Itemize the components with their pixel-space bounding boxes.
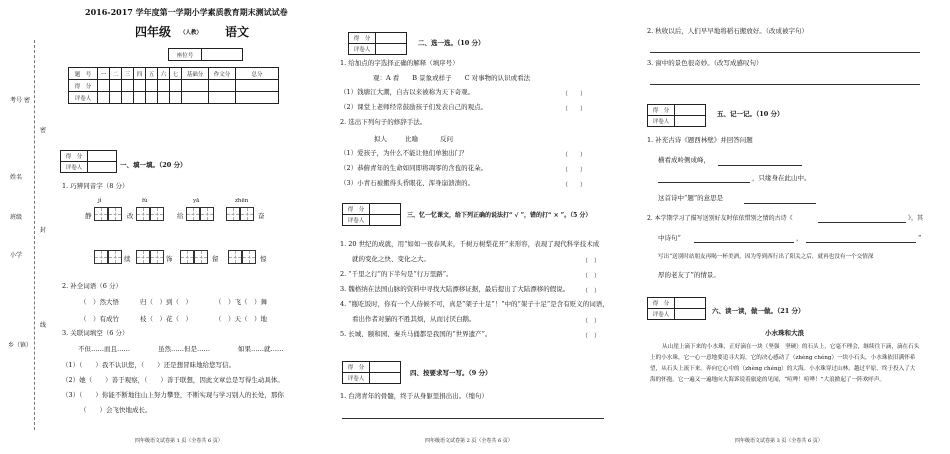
seal-char-1b: 密 [40,127,47,134]
s5-line-3: 这首诗中“题”的意思是 [658,194,724,202]
answer-paren[interactable]: （ ） [582,318,601,325]
grader-cell[interactable] [158,92,170,104]
passage-title: 小水珠和大浪 [765,329,804,337]
answer-line[interactable] [650,52,920,53]
pinyin-2: fú [142,198,148,204]
write-grid[interactable] [226,207,254,221]
grader-cell[interactable] [134,92,146,104]
seat-label: 座位号 [169,49,202,61]
binding-town-label: 乡（镇） [8,342,33,349]
binding-school-label: 小学 [10,252,23,259]
answer-paren[interactable]: （ ） [562,182,587,189]
grader-field[interactable] [88,162,117,173]
answer-paren[interactable]: （ ） [562,152,587,159]
section3-title: 三、忆一忆课文，给下列正确的说法打“ √ ”，错的打“ × ”。（5 分） [407,212,592,219]
score-header: 一 [98,68,110,80]
write-grid[interactable] [94,207,122,221]
s2-q2-opt-2: 比喻 [405,135,418,143]
q2-r2-3: （ ）天（ ）地 [215,315,267,323]
s4-q1: 1. 台湾青年的骨髓，终于从身躯里捐出出。（缩句） [340,392,489,400]
binding-id-label: 考号 [10,97,23,104]
section1-title: 一、填一填。（20 分） [120,161,187,169]
score-header: 题 号 [69,68,98,80]
answer-line[interactable] [342,418,604,419]
grader-cell[interactable] [170,92,182,104]
grader-cell[interactable] [122,92,134,104]
section2-title: 二、选一选。（10 分） [418,39,485,47]
q3-option-1: 不但……而且…… [78,345,130,353]
binding-class-label: 班级 [10,214,23,221]
score-cell[interactable] [170,80,182,92]
score-label: 得 分 [343,204,370,215]
seal-char-1: 密 [24,97,31,104]
answer-paren[interactable]: （ ） [582,333,601,340]
exam-title: 2016-2017 学年度第一学期小学素质教育期末测试试卷 [85,7,288,17]
score-row-label: 评卷人 [69,92,98,104]
answer-line[interactable] [744,203,816,204]
q2-title: 2. 补全词语（6 分） [62,282,122,290]
score-header: 六 [158,68,170,80]
s5-q1: 1. 补充古诗《题西林壁》并回答问题 [647,136,753,144]
char-r2-2: 饰 [166,255,173,263]
seal-char-3: 线 [40,322,47,329]
score-cell[interactable] [158,80,170,92]
section1-score-box [60,150,117,173]
pinyin-3: yā [193,198,200,204]
s5-q2-end: 》，其 [908,215,924,222]
answer-line[interactable] [658,182,750,183]
score-row-label: 得 分 [69,80,98,92]
write-grid[interactable] [136,250,164,264]
score-header: 作文分 [209,68,236,80]
q2-r2-2: 枝（ ）花（ ） [140,315,192,323]
s2-q1-item-1: （1）钱塘江大潮，自古以来被称为天下奇观。 [340,88,475,96]
score-field[interactable] [675,105,706,116]
s5-line-1: 横看成岭侧成峰， [658,156,710,164]
seat-number-field[interactable] [202,49,243,61]
seat-number-box [168,48,243,61]
grader-field[interactable] [370,373,401,384]
grader-field[interactable] [376,44,407,55]
q3-item-2: （2）她（ ）善于观察，（ ）善于联想，因此文章总是写得生动具体。 [62,376,284,384]
score-cell[interactable] [236,80,279,92]
char-r2-4: 惊 [260,255,267,263]
binding-line [34,40,35,430]
score-label: 得 分 [343,362,370,373]
s5-line-6: 厚的老友了”的情景。 [658,271,720,279]
grader-field[interactable] [675,116,706,127]
binding-name-label: 姓名 [10,174,23,181]
score-cell[interactable] [146,80,158,92]
write-grid[interactable] [94,250,122,264]
score-label: 得 分 [349,33,376,44]
seal-char-2: 封 [40,227,47,234]
score-header: 五 [146,68,158,80]
char-r2-1: 续 [124,255,131,263]
s2-q1-options: 观：A 看 B 景象或样子 C 对事物的认识或看法 [373,74,531,82]
score-header: 七 [170,68,182,80]
s2-q2-opt-1: 拟人 [374,135,387,143]
score-cell[interactable] [182,80,209,92]
score-header: 基础分 [182,68,209,80]
grader-label: 评卷人 [648,309,675,320]
score-field[interactable] [88,151,117,162]
answer-line[interactable] [806,242,916,243]
q3-item-4: （ ）会飞快地成长。 [80,406,152,414]
section2-score-box [348,32,407,55]
answer-paren[interactable]: （ ） [582,258,601,265]
q2-r1-1: （ ）然大悟 [80,298,119,306]
char-r2-3: 留 [212,255,219,263]
char-r1-1: 静 [85,212,92,220]
q2-r1-2: 归（ ）到（ ） [140,298,192,306]
grader-cell[interactable] [110,92,122,104]
q3-title: 3. 关联词填空（6 分） [62,329,129,337]
p3-q2: 2. 秋收以后，人们早早地将稻石搬放好。（改成被字句） [647,27,809,35]
s3-item: 就的变化之快、变化之大。 [352,255,430,263]
char-r1-4: 奋 [258,212,265,220]
s2-q2-item-1: （1）爱孩子，为什么不能让他们单独出门？ [340,149,468,157]
answer-line[interactable] [694,242,794,243]
grader-field[interactable] [370,215,401,226]
score-cell[interactable] [98,80,110,92]
write-grid[interactable] [136,207,164,221]
answer-paren[interactable]: （ ） [562,91,587,98]
grader-cell[interactable] [236,92,279,104]
section5-title: 五、记一记。（10 分） [717,110,784,118]
grader-cell[interactable] [182,92,209,104]
q3-item-3: （3）（ ）你能不断地往山上努力攀登，不断实现与学习别人的长处，那你 [62,391,284,399]
q1-title: 1. 巧辨同音字（8 分） [62,182,129,190]
score-field[interactable] [370,362,401,373]
score-label: 得 分 [648,105,675,116]
s3-item: 看出作者对猫的不胜其烦，从而讨厌白鹅。 [352,315,476,323]
grader-cell[interactable] [209,92,236,104]
s2-q2-title: 2. 选出下列句子的修辞手法。 [340,118,427,126]
grader-label: 评卷人 [343,373,370,384]
s5-q2: 2. 本学期学习了描写送别好友时依依惜别之情的古诗《 [647,215,793,222]
score-label: 得 分 [648,298,675,309]
q2-r1-3: （ ）飞（ ）舞 [215,298,267,306]
answer-paren[interactable]: （ ） [562,106,587,113]
section6-title: 六、读一读，做一做。（21 分） [712,307,805,315]
answer-paren[interactable]: （ ） [582,288,601,295]
s2-q1-title: 1. 给加点的字选择正确的解释（填序号） [340,59,459,67]
q3-option-3: 如果……就…… [238,345,284,353]
char-r1-2: 改 [127,212,134,220]
grader-label: 评卷人 [343,215,370,226]
section4-score-box [342,361,401,384]
q2-r2-1: （ ）有成竹 [80,315,119,323]
grader-cell[interactable] [146,92,158,104]
score-header: 总分 [236,68,279,80]
s3-item: 5. 长城、颐和园、秦兵马俑都是我国的“世界遗产”。 [340,330,492,338]
grader-label: 评卷人 [61,162,88,173]
pinyin-1: jì [98,198,102,204]
score-cell[interactable] [134,80,146,92]
comma: ， [796,234,803,242]
write-grid[interactable] [180,250,208,264]
grader-field[interactable] [675,309,706,320]
grader-label: 评卷人 [349,44,376,55]
answer-paren[interactable]: （ ） [562,167,587,174]
reading-passage: 从山崖上滴下来的小水珠，正好滴在一块（坚强 坚硬）的石头上，它毫不理会，继续往下滴，滴在石头上的小水珠，它一心一意地要追寻大海。它的决心感动了（zhèng chéng）一块小石头，小水珠依旧满怀希望，从石头上流下来。奔向它心中的（zhèng chéng）的大海。小水珠穿过山林，越过平原，终于投入了大海的怀抱。它一遍又一遍地向大海诉说着旅途的见闻，“喧哗！喧哗！”大浪掀起了一阵欢呼声。 [650,344,920,383]
score-header: 四 [134,68,146,80]
s3-item: 1. 20 世纪的成就，用“如如一夜春风来，千树万树梨花开”来形容，表现了现代科学技术成 [340,240,600,248]
score-field[interactable] [370,204,401,215]
section5-score-box [647,104,706,127]
score-cell[interactable] [209,80,236,92]
score-header: 三 [122,68,134,80]
q3-item-1: （1）（ ）我不认识您，（ ）还是想冒昧地给您写信。 [62,361,236,369]
edition-label: （人教） [180,30,203,36]
s5-line-2: ，只缘身在此山中。 [752,174,811,182]
s3-item: 3. 魏格纳在法国山脉的资料中寻找大陆漂移证据，最后提出了大陆漂移的假说。 [340,285,570,293]
section4-title: 四、按要求写一写。（9 分） [410,369,492,377]
score-cell[interactable] [110,80,122,92]
s3-item: 4. “瓶吃饭时，你有一个人侍候不可，真是“架子十足”！”中的“架子十足”是含有贬义的词语， [340,300,609,308]
s2-q1-item-2: （2）课堂上老师经常鼓励孩子们发表自己的观点。 [340,103,488,111]
score-field[interactable] [675,298,706,309]
s3-item: 2. “千里之行”的下半句是“行万里路”。 [340,270,453,278]
quote-end: ” [918,234,922,242]
answer-line[interactable] [718,165,802,166]
grader-cell[interactable] [98,92,110,104]
score-header: 二 [110,68,122,80]
grade-title: 四年级 [135,25,172,39]
char-r1-3: 给 [177,212,184,220]
s2-q2-opt-3: 反问 [440,135,453,143]
page3-footer: 四年级语文试卷第 3 页（全卷共 6 页） [735,438,823,444]
grader-label: 评卷人 [648,116,675,127]
s5-line-4: 中诗句“ [658,234,681,242]
page1-footer: 四年级语文试卷第 1 页（全卷共 6 页） [135,438,223,444]
answer-paren[interactable]: （ ） [582,273,601,280]
score-cell[interactable] [122,80,134,92]
s2-q2-item-3: （3）小青石被搬得头昏眼花、浑身崩溃溃的。 [340,179,475,187]
write-grid[interactable] [228,250,256,264]
section6-score-box [647,297,706,320]
subject-title: 语文 [225,25,250,39]
write-grid[interactable] [186,207,214,221]
page2-footer: 四年级语文试卷第 2 页（全卷共 6 页） [425,438,513,444]
score-summary-table [68,67,279,104]
s2-q2-item-2: （2）恭俯青年的生命如同即将凋零的含苞的花朵。 [340,164,488,172]
answer-line[interactable] [818,222,906,223]
p3-q3: 3. 窗中的景色很奇妙。（改写成感叹句） [647,59,763,67]
pinyin-4: zhēn [235,198,249,204]
section3-score-box [342,203,401,226]
answer-line[interactable] [650,84,920,85]
s5-line-5: 写出“送别时站朋友再喝一杯美酒，因为等到西行出了阳关之后，就再也没有一个交情深 [658,254,874,260]
q3-option-2: 虽然……但是…… [158,345,210,353]
score-field[interactable] [376,33,407,44]
score-label: 得 分 [61,151,88,162]
